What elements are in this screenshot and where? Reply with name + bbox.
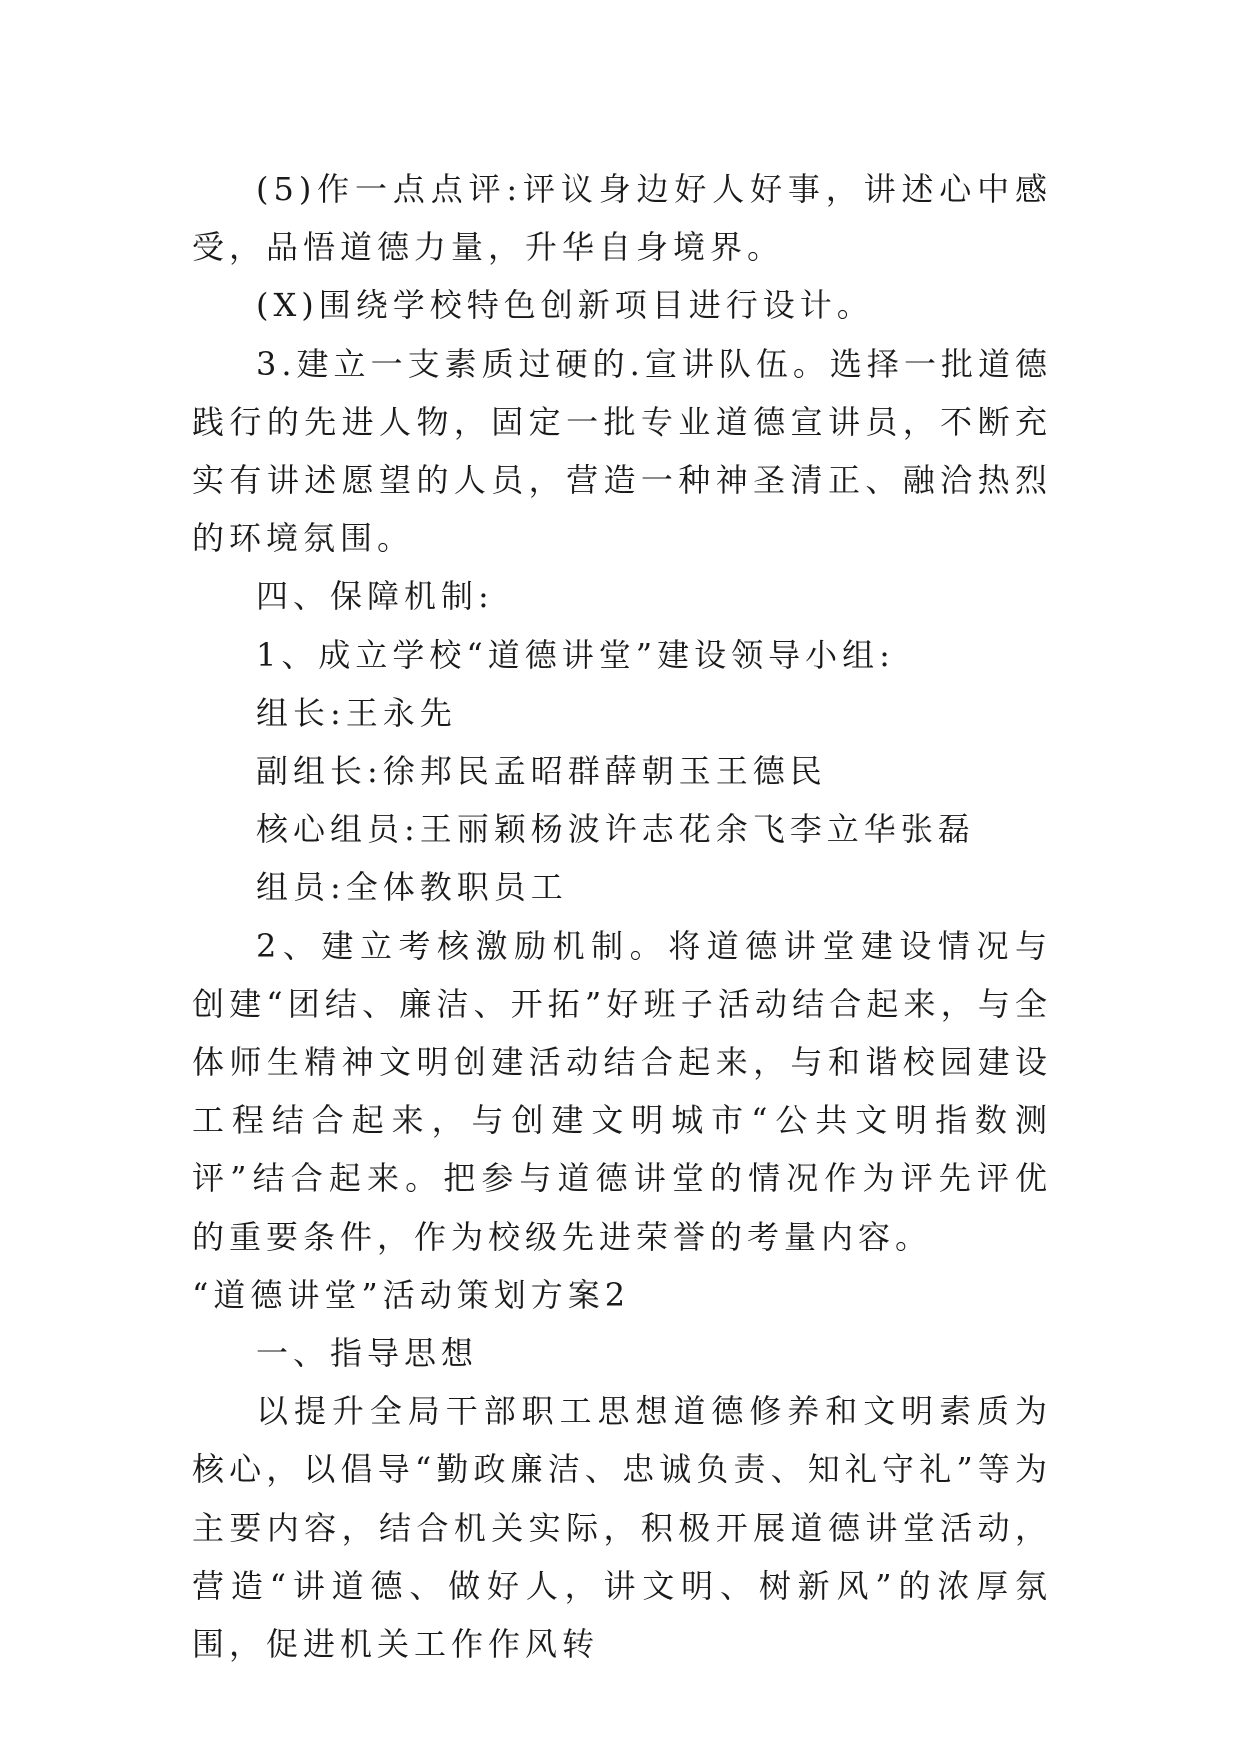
paragraph-core-members: 核心组员:王丽颖杨波许志花余飞李立华张磊 xyxy=(256,810,975,849)
paragraph-incentive-mechanism: 2、建立考核激励机制。将道德讲堂建设情况与创建“团结、廉洁、开拓”好班子活动结合起来，与全体师生精神文明创建活动结合起来，与和谐校园建设工程结合起来，与创建文明城市“公共文明指数测评”结合起来。把参与道德讲堂的情况作为评先评优的重要条件，作为校级先进荣誉的考量内容。 xyxy=(192,926,1052,1256)
paragraph-leadership-group: 1、成立学校“道德讲堂”建设领导小组: xyxy=(256,635,895,674)
paragraph-commentary: (5)作一点点评:评议身边好人好事，讲述心中感受，品悟道德力量，升华自身境界。 xyxy=(192,170,1052,267)
paragraph-guiding-ideology: 以提升全局干部职工思想道德修养和文明素质为核心，以倡导“勤政廉洁、忠诚负责、知礼守礼”等为主要内容，结合机关实际，积极开展道德讲堂活动，营造“讲道德、做好人，讲文明、树新风”的浓厚氛围，促进机关工作作风转 xyxy=(192,1392,1052,1664)
document-body xyxy=(192,160,1052,1673)
paragraph-deputy-leaders: 副组长:徐邦民孟昭群薛朝玉王德民 xyxy=(256,752,827,791)
paragraph-special-project: (X)围绕学校特色创新项目进行设计。 xyxy=(256,286,874,325)
paragraph-group-leader: 组长:王永先 xyxy=(256,693,457,732)
section-heading-guarantee: 四、保障机制: xyxy=(256,577,494,616)
document-title-plan-2: “道德讲堂”活动策划方案2 xyxy=(192,1275,631,1314)
paragraph-members: 组员:全体教职员工 xyxy=(256,868,568,907)
paragraph-lecture-team: 3.建立一支素质过硬的.宣讲队伍。选择一批道德践行的先进人物，固定一批专业道德宣讲员，不断充实有讲述愿望的人员，营造一种神圣清正、融洽热烈的环境氛围。 xyxy=(192,344,1052,558)
section-heading-guiding-ideology: 一、指导思想 xyxy=(256,1334,479,1373)
